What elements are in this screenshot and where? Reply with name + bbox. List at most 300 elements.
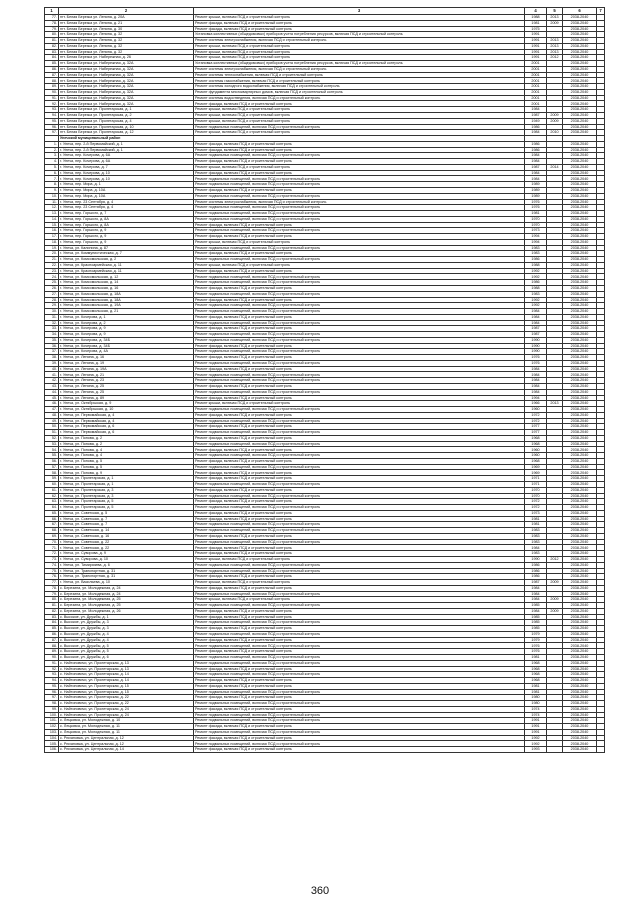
year-built-cell: 1983	[525, 551, 547, 557]
work-type-cell: Ремонт фасада, включая ПСД и строительный контроль	[194, 614, 525, 620]
year-built-cell: 1968	[525, 435, 547, 441]
year-last-repair-cell: 2013	[547, 43, 563, 49]
work-type-cell: Ремонт подвальных помещений, включая ПСД и строительный контроль	[194, 153, 525, 159]
row-number-cell: 58.	[45, 470, 59, 476]
address-cell: г. Унеча, пер. 23 Сентября, д. 4	[59, 205, 194, 211]
planned-period-cell: 2038-2040	[563, 608, 597, 614]
work-type-cell: Ремонт подвальных помещений, включая ПСД и строительный контроль	[194, 280, 525, 286]
address-cell: с. Найтоповичи, ул. Пролетарская, д. 24	[59, 706, 194, 712]
work-type-cell: Ремонт крыши, включая ПСД и строительный контроль	[194, 580, 525, 586]
address-cell: г. Унеча, пер. 2-й Первомайский, д. 1	[59, 141, 194, 147]
planned-period-cell: 2038-2040	[563, 49, 597, 55]
planned-period-cell: 2038-2040	[563, 378, 597, 384]
row-number-cell: 42.	[45, 378, 59, 384]
planned-period-cell: 2038-2040	[563, 631, 597, 637]
year-built-cell: 1979	[525, 637, 547, 643]
year-built-cell: 1980	[525, 701, 547, 707]
address-cell: г. Унеча, ул. Суворова, д. 9	[59, 551, 194, 557]
year-built-cell: 1981	[525, 20, 547, 26]
planned-period-cell: 2038-2040	[563, 505, 597, 511]
work-type-cell: Ремонт фасада, включая ПСД и строительный контроль	[194, 251, 525, 257]
row-number-cell: 62.	[45, 493, 59, 499]
planned-period-cell: 2038-2040	[563, 735, 597, 741]
work-type-cell: Ремонт подвальных помещений, включая ПСД и строительный контроль	[194, 689, 525, 695]
work-type-cell: Ремонт фасада, включая ПСД и строительный контроль	[194, 314, 525, 320]
year-built-cell: 1973	[525, 510, 547, 516]
planned-period-cell: 2038-2040	[563, 15, 597, 21]
address-cell: г. Унеча, ул. Комсомольская, д. 12	[59, 274, 194, 280]
row-number-cell: 76.	[45, 574, 59, 580]
year-built-cell: 1992	[525, 741, 547, 747]
row-number-cell: 27.	[45, 291, 59, 297]
address-cell: с. Березина, ул. Молодежная, д. 24	[59, 591, 194, 597]
address-cell: г. Унеча, пер. Мира, д. 10А	[59, 187, 194, 193]
address-cell: пгт. Белая Березка ул. Набережная, д. 32А	[59, 95, 194, 101]
row-number-cell: 92.	[45, 666, 59, 672]
work-type-cell: Ремонт подвальных помещений, включая ПСД и строительный контроль	[194, 603, 525, 609]
work-type-cell: Ремонт фасада, включая ПСД и строительный контроль	[194, 435, 525, 441]
row-number-cell: 79.	[45, 26, 59, 32]
row-number-cell: 68.	[45, 528, 59, 534]
row-number-cell: 6.	[45, 170, 59, 176]
row-number-cell: 40.	[45, 366, 59, 372]
row-number-cell: 89.	[45, 84, 59, 90]
work-type-cell: Ремонт подвальных помещений, включая ПСД и строительный контроль	[194, 257, 525, 263]
planned-period-cell: 2038-2040	[563, 706, 597, 712]
year-built-cell: 2001	[525, 101, 547, 107]
row-number-cell: 70.	[45, 539, 59, 545]
year-built-cell: 1979	[525, 631, 547, 637]
work-type-cell: Ремонт фасада, включая ПСД и строительный контроль	[194, 412, 525, 418]
work-type-cell: Ремонт фасада, включая ПСД и строительный контроль	[194, 476, 525, 482]
row-number-cell: 57.	[45, 464, 59, 470]
planned-period-cell: 2038-2040	[563, 251, 597, 257]
work-type-cell: Ремонт подвальных помещений, включая ПСД и строительный контроль	[194, 418, 525, 424]
row-number-cell: 3.	[45, 153, 59, 159]
address-cell: г. Унеча, ул. Комсомольская, д. 19А	[59, 303, 194, 309]
planned-period-cell: 2038-2040	[563, 718, 597, 724]
work-type-cell: Ремонт подвальных помещений, включая ПСД и строительный контроль	[194, 591, 525, 597]
work-type-cell: Ремонт крыши, включая ПСД и строительный контроль	[194, 55, 525, 61]
work-type-cell: Ремонт подвальных помещений, включая ПСД и строительный контроль	[194, 620, 525, 626]
address-cell: г. Унеча, ул. Красноармейская, д. 11	[59, 268, 194, 274]
year-built-cell: 1992	[525, 297, 547, 303]
work-type-cell: Ремонт подвальных помещений, включая ПСД и строительный контроль	[194, 453, 525, 459]
work-type-cell: Ремонт подвальных помещений, включая ПСД и строительный контроль	[194, 303, 525, 309]
work-type-cell: Ремонт крыши, включая ПСД и строительный контроль	[194, 401, 525, 407]
work-type-cell: Ремонт фасада, включая ПСД и строительный контроль	[194, 326, 525, 332]
column-number: 1	[45, 8, 59, 15]
planned-period-cell: 2038-2040	[563, 360, 597, 366]
row-number-cell: 90.	[45, 654, 59, 660]
year-built-cell: 1968	[525, 666, 547, 672]
row-number-cell: 86.	[45, 631, 59, 637]
work-type-cell: Ремонт подвальных помещений, включая ПСД и строительный контроль	[194, 430, 525, 436]
year-built-cell: 1984	[525, 378, 547, 384]
year-built-cell: 1983	[525, 291, 547, 297]
address-cell: с. Найтоповичи, ул. Пролетарская, д. 14	[59, 678, 194, 684]
planned-period-cell: 2038-2040	[563, 580, 597, 586]
planned-period-cell: 2038-2040	[563, 32, 597, 38]
address-cell: пгт. Белая Березка ул. Пролетарская, д. 10	[59, 124, 194, 130]
planned-period-cell: 2038-2040	[563, 274, 597, 280]
address-cell: г. Унеча, ул. Советская, д. 16	[59, 533, 194, 539]
address-cell: г. Унеча, ул. Ленина, д. 25	[59, 384, 194, 390]
year-built-cell: 1981	[525, 654, 547, 660]
year-last-repair-cell: 2009	[547, 580, 563, 586]
work-type-cell: Ремонт системы электроснабжения, включая ПСД и строительный контроль	[194, 199, 525, 205]
address-cell: г. Унеча, пер. Кочерова, д. 7	[59, 164, 194, 170]
planned-period-cell: 2038-2040	[563, 268, 597, 274]
row-number-cell: 69.	[45, 533, 59, 539]
planned-period-cell: 2038-2040	[563, 695, 597, 701]
planned-period-cell: 2038-2040	[563, 539, 597, 545]
row-number-cell: 64.	[45, 505, 59, 511]
work-type-cell: Ремонт подвальных помещений, включая ПСД и строительный контроль	[194, 562, 525, 568]
program-table	[44, 7, 605, 753]
work-type-cell: Ремонт фасада, включая ПСД и строительный контроль	[194, 343, 525, 349]
row-number-cell: 39.	[45, 360, 59, 366]
row-number-cell: 77.	[45, 15, 59, 21]
row-number-cell: 32.	[45, 320, 59, 326]
year-last-repair-cell: 2009	[547, 118, 563, 124]
year-built-cell: 1992	[525, 268, 547, 274]
row-number-cell: 79.	[45, 591, 59, 597]
work-type-cell: Ремонт подвальных помещений, включая ПСД и строительный контроль	[194, 360, 525, 366]
planned-period-cell: 2038-2040	[563, 84, 597, 90]
work-type-cell: Ремонт фасада, включая ПСД и строительный контроль	[194, 101, 525, 107]
address-cell: пгт. Белая Березка ул. Ленина, д. 32	[59, 32, 194, 38]
year-built-cell: 1984	[525, 314, 547, 320]
column-number-row	[45, 8, 605, 15]
address-cell: с. Высокое, ул. Дружбы, д. 4	[59, 631, 194, 637]
planned-period-cell: 2038-2040	[563, 384, 597, 390]
row-number-cell: 35.	[45, 337, 59, 343]
year-built-cell: 1985	[525, 620, 547, 626]
year-built-cell: 1992	[525, 274, 547, 280]
row-number-cell: 77.	[45, 580, 59, 586]
address-cell: с. Высокое, ул. Дружбы, д. 5	[59, 649, 194, 655]
year-built-cell: 1991	[525, 55, 547, 61]
year-built-cell: 1985	[525, 603, 547, 609]
work-type-cell: Ремонт фасада, включая ПСД и строительный контроль	[194, 268, 525, 274]
address-cell: с. Найтоповичи, ул. Пролетарская, д. 13	[59, 660, 194, 666]
row-number-cell: 5.	[45, 164, 59, 170]
row-number-cell: 102.	[45, 724, 59, 730]
address-cell: г. Унеча, ул. Кочерова, д. 34Б	[59, 343, 194, 349]
row-number-cell: 8.	[45, 182, 59, 188]
year-built-cell: 1987	[525, 580, 547, 586]
year-built-cell: 1977	[525, 424, 547, 430]
year-built-cell: 1972	[525, 418, 547, 424]
address-cell: пгт. Белая Березка ул. Пролетарская, д. 2	[59, 113, 194, 119]
planned-period-cell: 2038-2040	[563, 101, 597, 107]
work-type-cell: Ремонт крыши, включая ПСД и строительный контроль	[194, 15, 525, 21]
work-type-cell: Ремонт подвальных помещений, включая ПСД и строительный контроль	[194, 660, 525, 666]
address-cell: с. Высокое, ул. Дружбы, д. 5	[59, 643, 194, 649]
planned-period-cell: 2038-2040	[563, 499, 597, 505]
address-cell: с. Березина, ул. Молодежная, д. 24	[59, 585, 194, 591]
row-number-cell: 13.	[45, 211, 59, 217]
row-number-cell: 54.	[45, 447, 59, 453]
address-cell: г. Унеча, ул. Кочерова, д. 9	[59, 332, 194, 338]
work-type-cell: Ремонт крыши, включая ПСД и строительный контроль	[194, 130, 525, 136]
planned-period-cell: 2038-2040	[563, 435, 597, 441]
planned-period-cell: 2038-2040	[563, 343, 597, 349]
planned-period-cell: 2038-2040	[563, 747, 597, 753]
row-number-cell: 92.	[45, 101, 59, 107]
row-number-cell: 61.	[45, 487, 59, 493]
planned-period-cell: 2038-2040	[563, 141, 597, 147]
work-type-cell: Ремонт подвальных помещений, включая ПСД и строительный контроль	[194, 718, 525, 724]
row-number-cell: 47.	[45, 407, 59, 413]
table-body	[45, 8, 605, 753]
year-last-repair-cell	[547, 747, 563, 753]
address-cell: г. Унеча, пер. Мира, д. 1	[59, 182, 194, 188]
address-cell: с. Высокое, ул. Дружбы, д. 3	[59, 620, 194, 626]
year-built-cell: 1990	[525, 343, 547, 349]
year-last-repair-cell: 2013	[547, 38, 563, 44]
work-type-cell: Ремонт фундамента многоквартирных домов, включая ПСД и строительный контроль	[194, 89, 525, 95]
row-number-cell: 26.	[45, 285, 59, 291]
planned-period-cell: 2038-2040	[563, 551, 597, 557]
year-built-cell: 1994	[525, 395, 547, 401]
planned-period-cell: 2038-2040	[563, 61, 597, 67]
work-type-cell: Ремонт крыши, включая ПСД и строительный контроль	[194, 597, 525, 603]
address-cell: г. Унеча, ул. Комсомольская, д. 2	[59, 257, 194, 263]
row-number-cell: 82.	[45, 43, 59, 49]
work-type-cell: Ремонт крыши, включая ПСД и строительный контроль	[194, 107, 525, 113]
year-built-cell: 1983	[525, 245, 547, 251]
work-type-cell: Ремонт системы теплоснабжения, включая ПСД и строительный контроль	[194, 72, 525, 78]
row-number-cell: 88.	[45, 643, 59, 649]
work-type-cell: Ремонт фасада, включая ПСД и строительный контроль	[194, 683, 525, 689]
year-built-cell: 1990	[525, 349, 547, 355]
work-type-cell: Ремонт крыши, включая ПСД и строительный контроль	[194, 49, 525, 55]
address-cell: пгт. Белая Березка ул. Набережная, д. 32А	[59, 72, 194, 78]
row-number-cell: 81.	[45, 603, 59, 609]
year-built-cell: 1976	[525, 199, 547, 205]
planned-period-cell: 2038-2040	[563, 159, 597, 165]
year-built-cell: 1985	[525, 614, 547, 620]
year-built-cell: 1981	[525, 683, 547, 689]
year-built-cell: 1986	[525, 562, 547, 568]
year-built-cell: 1984	[525, 384, 547, 390]
row-number-cell: 98.	[45, 701, 59, 707]
row-number-cell: 78.	[45, 20, 59, 26]
row-number-cell: 74.	[45, 562, 59, 568]
column-number: 5	[547, 8, 563, 15]
work-type-cell: Ремонт фасада, включая ПСД и строительный контроль	[194, 585, 525, 591]
row-number-cell: 36.	[45, 343, 59, 349]
year-built-cell: 1984	[525, 320, 547, 326]
work-type-cell: Ремонт подвальных помещений, включая ПСД и строительный контроль	[194, 216, 525, 222]
address-cell: пгт. Белая Березка ул. Набережная, д. 32А	[59, 61, 194, 67]
work-type-cell: Ремонт фасада, включая ПСД и строительный контроль	[194, 470, 525, 476]
planned-period-cell: 2038-2040	[563, 453, 597, 459]
row-number-cell: 67.	[45, 522, 59, 528]
address-cell: пгт. Белая Березка ул. Набережная, д. 32А	[59, 66, 194, 72]
work-type-cell: Ремонт подвальных помещений, включая ПСД и строительный контроль	[194, 528, 525, 534]
row-number-cell: 88.	[45, 78, 59, 84]
address-cell: пгт. Белая Березка ул. Ленина, д. 32	[59, 49, 194, 55]
year-built-cell: 1960	[525, 447, 547, 453]
planned-period-cell: 2038-2040	[563, 418, 597, 424]
address-cell: г. Унеча, пер. Горького, д. 9	[59, 228, 194, 234]
row-number-cell: 4.	[45, 159, 59, 165]
planned-period-cell: 2038-2040	[563, 597, 597, 603]
work-type-cell: Ремонт подвальных помещений, включая ПСД и строительный контроль	[194, 389, 525, 395]
address-cell: г. Унеча, ул. Советская, д. 7	[59, 516, 194, 522]
row-number-cell: 22.	[45, 262, 59, 268]
planned-period-cell: 2038-2040	[563, 395, 597, 401]
row-number-cell: 59.	[45, 476, 59, 482]
year-built-cell: 1988	[525, 262, 547, 268]
planned-period-cell: 2038-2040	[563, 568, 597, 574]
year-last-repair-cell: 2013	[547, 49, 563, 55]
column-number: 7	[597, 8, 605, 15]
address-cell: пгт. Белая Березка ул. Набережная, д. 26	[59, 55, 194, 61]
work-type-cell: Ремонт подвальных помещений, включая ПСД и строительный контроль	[194, 464, 525, 470]
planned-period-cell: 2038-2040	[563, 470, 597, 476]
work-type-cell: Ремонт подвальных помещений, включая ПСД и строительный контроль	[194, 372, 525, 378]
address-cell: г. Унеча, ул. Попова, д. 5	[59, 464, 194, 470]
address-cell: с. Лецковка, ул. Молодежная, д. 10	[59, 718, 194, 724]
year-built-cell: 1991	[525, 729, 547, 735]
row-number-cell: 33.	[45, 326, 59, 332]
year-built-cell: 1991	[525, 32, 547, 38]
work-type-cell: Ремонт подвальных помещений, включая ПСД и строительный контроль	[194, 522, 525, 528]
address-cell: г. Унеча, ул. Комсомольская, д. 16	[59, 285, 194, 291]
year-built-cell: 1984	[525, 309, 547, 315]
address-cell: г. Унеча, ул. Транспортная, д. 31	[59, 574, 194, 580]
year-built-cell: 2001	[525, 95, 547, 101]
address-cell: с. Найтоповичи, ул. Пролетарская, д. 15	[59, 689, 194, 695]
work-type-cell: Ремонт фасада, включая ПСД и строительный контроль	[194, 141, 525, 147]
planned-period-cell: 2038-2040	[563, 211, 597, 217]
row-number-cell: 49.	[45, 418, 59, 424]
address-cell: г. Унеча, ул. Пролетарская, д. 3	[59, 487, 194, 493]
work-type-cell: Ремонт подвальных помещений, включая ПСД и строительный контроль	[194, 337, 525, 343]
work-type-cell: Ремонт фасада, включая ПСД и строительный контроль	[194, 706, 525, 712]
row-number-cell: 46.	[45, 401, 59, 407]
row-number-cell: 11.	[45, 199, 59, 205]
year-built-cell: 1973	[525, 228, 547, 234]
work-type-cell: Ремонт фасада, включая ПСД и строительный контроль	[194, 20, 525, 26]
planned-period-cell: 2038-2040	[563, 205, 597, 211]
planned-period-cell: 2038-2040	[563, 672, 597, 678]
year-built-cell: 1960	[525, 407, 547, 413]
row-number-cell: 81.	[45, 38, 59, 44]
work-type-cell: Ремонт подвальных помещений, включая ПСД и строительный контроль	[194, 274, 525, 280]
work-type-cell: Ремонт подвальных помещений, включая ПСД и строительный контроль	[194, 320, 525, 326]
address-cell: г. Унеча, ул. Ленина, д. 19	[59, 360, 194, 366]
planned-period-cell: 2038-2040	[563, 585, 597, 591]
planned-period-cell: 2038-2040	[563, 216, 597, 222]
planned-period-cell: 2038-2040	[563, 228, 597, 234]
row-number-cell: 96.	[45, 689, 59, 695]
address-cell: пгт. Белая Березка ул. Ленина, д. 20А	[59, 15, 194, 21]
address-cell: г. Унеча, пер. Кочерова, д. 10	[59, 176, 194, 182]
row-number-cell: 53.	[45, 441, 59, 447]
planned-period-cell: 2038-2040	[563, 95, 597, 101]
year-built-cell: 1987	[525, 113, 547, 119]
address-cell: г. Унеча, ул. Васильева, д. 10	[59, 580, 194, 586]
year-last-repair-cell: 2013	[547, 15, 563, 21]
row-number-cell: 21.	[45, 257, 59, 263]
work-type-cell: Ремонт фасада, включая ПСД и строительный контроль	[194, 424, 525, 430]
address-cell: пгт. Белая Березка ул. Пролетарская, д. 12	[59, 130, 194, 136]
row-number-cell: 18.	[45, 239, 59, 245]
work-type-cell: Ремонт фасада, включая ПСД и строительный контроль	[194, 608, 525, 614]
planned-period-cell: 2038-2040	[563, 482, 597, 488]
year-built-cell: 1972	[525, 499, 547, 505]
work-type-cell: Ремонт подвальных помещений, включая ПСД и строительный контроль	[194, 654, 525, 660]
year-built-cell: 1966	[525, 401, 547, 407]
address-cell: с. Найтоповичи, ул. Пролетарская, д. 22	[59, 701, 194, 707]
work-type-cell: Ремонт подвальных помещений, включая ПСД и строительный контроль	[194, 378, 525, 384]
year-built-cell: 1970	[525, 493, 547, 499]
year-built-cell: 1989	[525, 182, 547, 188]
planned-period-cell: 2038-2040	[563, 66, 597, 72]
row-number-cell: 19.	[45, 245, 59, 251]
planned-period-cell: 2038-2040	[563, 164, 597, 170]
work-type-cell: Ремонт фасада, включая ПСД и строительный контроль	[194, 747, 525, 753]
row-number-cell: 52.	[45, 435, 59, 441]
year-built-cell: 1972	[525, 412, 547, 418]
row-number-cell: 38.	[45, 355, 59, 361]
row-number-cell: 30.	[45, 309, 59, 315]
work-type-cell: Ремонт фасада, включая ПСД и строительный контроль	[194, 297, 525, 303]
work-type-cell: Ремонт подвальных помещений, включая ПСД и строительный контроль	[194, 712, 525, 718]
year-built-cell: 1989	[525, 193, 547, 199]
address-cell: г. Унеча, ул. Красноармейская, д. 11	[59, 262, 194, 268]
year-built-cell: 1983	[525, 251, 547, 257]
year-built-cell: 1980	[525, 695, 547, 701]
row-number-cell: 84.	[45, 620, 59, 626]
work-type-cell: Ремонт фасада, включая ПСД и строительный контроль	[194, 234, 525, 240]
planned-period-cell: 2038-2040	[563, 689, 597, 695]
row-number-cell: 15.	[45, 222, 59, 228]
planned-period-cell: 2038-2040	[563, 654, 597, 660]
planned-period-cell: 2038-2040	[563, 678, 597, 684]
work-type-cell: Ремонт подвальных помещений, включая ПСД и строительный контроль	[194, 441, 525, 447]
address-cell: пгт. Белая Березка ул. Пролетарская, д. 1	[59, 107, 194, 113]
row-number-cell: 93.	[45, 107, 59, 113]
year-built-cell: 1989	[525, 187, 547, 193]
year-built-cell: 1986	[525, 280, 547, 286]
work-type-cell: Ремонт подвальных помещений, включая ПСД и строительный контроль	[194, 631, 525, 637]
planned-period-cell: 2038-2040	[563, 407, 597, 413]
planned-period-cell: 2038-2040	[563, 332, 597, 338]
planned-period-cell: 2038-2040	[563, 355, 597, 361]
address-cell: г. Унеча, ул. Попова, д. 2	[59, 441, 194, 447]
row-number-cell: 43.	[45, 384, 59, 390]
planned-period-cell: 2038-2040	[563, 199, 597, 205]
address-cell: с. Рюхановка, ул. Центральная, д. 12	[59, 735, 194, 741]
work-type-cell: Ремонт подвальных помещений, включая ПСД и строительный контроль	[194, 193, 525, 199]
year-built-cell: 2001	[525, 66, 547, 72]
work-type-cell: Ремонт подвальных помещений, включая ПСД и строительный контроль	[194, 205, 525, 211]
year-built-cell: 1984	[525, 585, 547, 591]
address-cell: с. Березина, ул. Молодежная, д. 25	[59, 603, 194, 609]
work-type-cell: Ремонт системы холодного водоснабжения, включая ПСД и строительный контроль	[194, 84, 525, 90]
address-cell: с. Высокое, ул. Дружбы, д. 4	[59, 637, 194, 643]
work-type-cell: Ремонт фасада, включая ПСД и строительный контроль	[194, 222, 525, 228]
planned-period-cell: 2038-2040	[563, 303, 597, 309]
work-type-cell: Ремонт фасада, включая ПСД и строительный контроль	[194, 159, 525, 165]
address-cell: с. Рюхановка, ул. Центральная, д. 14	[59, 747, 194, 753]
